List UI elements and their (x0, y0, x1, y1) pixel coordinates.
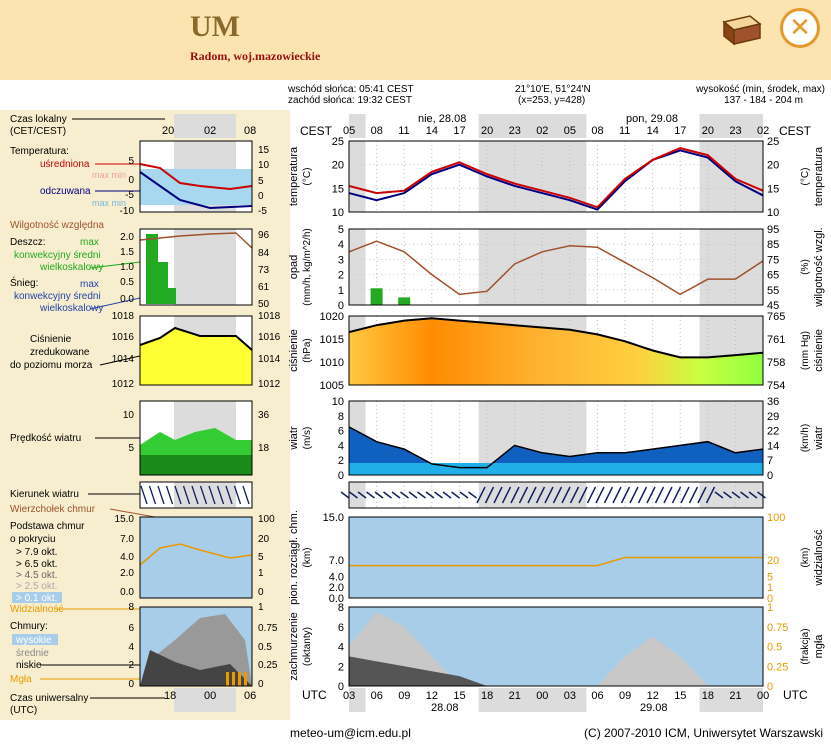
date2-label: 29.08 (640, 702, 668, 714)
utc-label-right: UTC (783, 688, 808, 702)
rain-bar (398, 297, 410, 305)
legend-time-local: Czas lokalny (10, 114, 67, 125)
small-y-tick-right: 1 (258, 602, 264, 613)
small-fog-bar (244, 672, 247, 686)
axis-title-left: pion. rozciągł. chm. (288, 510, 300, 605)
small-y-tick-right: 1018 (258, 311, 281, 322)
small-y-tick-right: 1016 (258, 332, 281, 343)
legend-snow-large: wielkoskalowy (40, 303, 104, 314)
small-y-tick-right: 36 (258, 410, 270, 421)
small-y-tick: 1014 (111, 354, 134, 365)
legend-temp-maxmin: max min (92, 170, 127, 180)
small-y-tick-right: 100 (258, 514, 275, 525)
legend-temp-maxmin-2: max min (92, 198, 127, 208)
legend-wind-speed: Prędkość wiatru (10, 433, 82, 444)
day1-label: nie, 28.08 (418, 113, 467, 125)
legend-okt-1: > 7.9 okt. (16, 547, 58, 558)
small-temp-range (140, 169, 252, 205)
small-y-tick: 1016 (111, 332, 134, 343)
axis-title-right-unit: (km/h) (800, 423, 811, 453)
legend-snow-conv: konwekcyjny średni (14, 291, 101, 302)
local-hour-label: 23 (508, 125, 521, 137)
small-y-tick: 0 (128, 175, 134, 186)
small-y-tick-right: 61 (258, 282, 270, 293)
small-rain-bar (146, 234, 158, 304)
legend-temp-perceived: odczuwana (40, 186, 91, 197)
y-tick-label: 15 (331, 183, 344, 196)
small-y-tick: 2.0 (120, 232, 134, 243)
local-hour-label: 20 (701, 125, 715, 137)
legend-fog: Mgła (10, 674, 32, 685)
y-tick-label-right: 0.75 (767, 621, 789, 634)
legend-okt-2: > 6.5 okt. (16, 559, 58, 570)
small-utc-hour: 18 (164, 690, 177, 702)
legend-clouds-low: niskie (16, 660, 42, 671)
y-tick-label-right: 85 (767, 239, 780, 252)
y-tick-label-right: 65 (767, 269, 780, 282)
y-tick-label-right: 55 (767, 284, 780, 297)
utc-hour-label: 15 (674, 690, 687, 702)
utc-hour-label: 18 (481, 690, 494, 702)
legend-utc-1: Czas uniwersalny (10, 693, 89, 704)
small-rain-bar (158, 262, 168, 304)
utc-hour-label: 12 (646, 690, 659, 702)
legend-snow-max: max (80, 279, 99, 290)
y-tick-label: 4 (337, 641, 344, 654)
small-y-tick: 7.0 (120, 534, 134, 545)
utc-hour-label: 00 (757, 690, 770, 702)
small-y-tick: 5 (128, 443, 134, 454)
local-hour-label: 14 (646, 125, 659, 137)
small-y-tick-right: 5 (258, 552, 264, 563)
y-tick-label-right: 754 (767, 380, 786, 392)
legend-pressure-3: do poziomu morza (10, 360, 93, 371)
axis-title-right: mgła (813, 634, 825, 659)
small-y-tick: 15.0 (114, 514, 134, 525)
axis-title-right: wilgotność wzgl. (813, 227, 825, 307)
y-tick-label: 10 (331, 207, 344, 219)
night-band (349, 141, 366, 212)
legend-pressure-1: Ciśnienie (30, 334, 72, 345)
legend-visibility: Widzialność (10, 604, 64, 615)
legend-rain-large: wielkoskalowy (40, 262, 104, 273)
small-y-tick-right: 20 (258, 534, 270, 545)
legend-utc-2: (UTC) (10, 705, 38, 716)
y-tick-label: 1020 (319, 311, 344, 323)
y-tick-label: 15.0 (322, 512, 344, 524)
date1-label: 28.08 (431, 702, 459, 714)
y-tick-label: 1015 (319, 334, 344, 346)
y-tick-label: 4 (337, 239, 344, 252)
y-tick-label: 8 (337, 602, 344, 614)
y-tick-label: 10 (331, 396, 344, 408)
small-y-tick-right: 0.25 (258, 660, 278, 671)
axis-title-left: zachmurzenie (288, 612, 300, 681)
small-y-tick-right: 0 (258, 679, 264, 690)
small-rain-bar (168, 288, 176, 304)
local-hour-label: 17 (674, 125, 687, 137)
small-y-tick-right: 0 (258, 191, 264, 202)
y-tick-label-right: 20 (767, 555, 780, 568)
legend-cloud-base-1: Podstawa chmur (10, 521, 85, 532)
small-local-hour: 08 (244, 125, 257, 137)
y-tick-label-right: 1 (767, 602, 774, 614)
utc-hour-label: 09 (619, 690, 632, 702)
y-tick-label: 0 (337, 300, 344, 312)
legend-cloud-base-2: o pokryciu (10, 534, 56, 545)
night-band (174, 482, 236, 508)
legend-cloud-top: Wierzchołek chmur (10, 504, 96, 515)
elevation-values: 137 - 184 - 204 m (724, 95, 803, 106)
y-tick-label: 1005 (319, 380, 344, 392)
legend-okt-3: > 4.5 okt. (16, 570, 58, 581)
utc-hour-label: 09 (398, 690, 411, 702)
night-band (174, 229, 236, 305)
y-tick-label: 7.0 (328, 555, 344, 568)
wind-calm-band (349, 463, 763, 475)
y-tick-label-right: 0 (767, 593, 774, 605)
axis-title-right: widzialność (813, 529, 825, 586)
small-panels (112, 114, 281, 712)
cest-label-left: CEST (300, 124, 333, 138)
y-tick-label: 4 (337, 440, 344, 453)
y-tick-label-right: 0.5 (767, 641, 783, 654)
local-hour-label: 05 (563, 125, 577, 137)
utc-hour-label: 12 (425, 690, 439, 702)
y-tick-label-right: 758 (767, 357, 786, 369)
small-y-tick: 1.5 (120, 247, 134, 258)
axis-title-left: temperatura (288, 146, 300, 207)
axis-title-left-unit: (mm/h, kg/m^2/h) (302, 228, 313, 306)
y-tick-label-right: 765 (767, 311, 786, 323)
utc-hour-label: 06 (591, 690, 604, 702)
footer (0, 720, 831, 751)
y-tick-label: 4.0 (328, 571, 344, 584)
legend-wind-dir: Kierunek wiatru (10, 489, 79, 500)
small-y-tick-right: 0.5 (258, 642, 272, 653)
small-y-tick: 0.5 (120, 277, 134, 288)
legend-pressure-2: zredukowane (30, 347, 90, 358)
small-y-tick-right: 0 (258, 587, 264, 598)
local-hour-label: 02 (757, 125, 770, 137)
small-y-tick-right: 84 (258, 248, 270, 259)
y-tick-label-right: 7 (767, 455, 774, 468)
legend-rain-conv: konwekcyjny średni (14, 250, 101, 261)
footer-copyright: (C) 2007-2010 ICM, Uniwersytet Warszawski (584, 726, 823, 740)
y-tick-label: 25 (331, 136, 344, 148)
y-tick-label: 6 (337, 621, 344, 634)
small-y-tick: 0 (128, 679, 134, 690)
axis-title-left-unit: (°C) (302, 167, 313, 186)
small-y-tick-right: 10 (258, 160, 270, 171)
legend-time-local-2: (CET/CEST) (10, 126, 67, 137)
y-tick-label: 1 (337, 284, 344, 297)
small-local-hour: 20 (162, 125, 175, 137)
small-y-tick-right: -5 (258, 206, 267, 217)
small-wind-band (140, 455, 252, 475)
y-tick-label: 3 (337, 254, 344, 267)
small-y-tick-right: 1 (258, 568, 264, 579)
axis-title-right: wiatr (813, 426, 825, 450)
y-tick-label-right: 100 (767, 512, 786, 524)
small-y-tick: 6 (128, 623, 134, 634)
local-hour-label: 02 (536, 125, 549, 137)
footer-email[interactable]: meteo-um@icm.edu.pl (290, 726, 411, 740)
sunset: zachód słońca: 19:32 CEST (288, 95, 412, 106)
y-tick-label-right: 22 (767, 425, 780, 438)
night-band (349, 229, 366, 305)
y-tick-label-right: 29 (767, 410, 780, 423)
axis-title-right: temperatura (813, 146, 825, 207)
small-y-tick: 1.0 (120, 262, 134, 273)
local-hour-label: 08 (591, 125, 604, 137)
y-tick-label: 5 (337, 224, 344, 236)
local-hour-label: 17 (453, 125, 466, 137)
legend-okt-4: > 2.5 okt. (16, 581, 58, 592)
utc-hour-label: 03 (563, 690, 577, 702)
y-tick-label-right: 5 (767, 571, 774, 584)
y-tick-label-right: 25 (767, 136, 780, 148)
y-tick-label-right: 10 (767, 207, 780, 219)
axis-title-right: ciśnienie (813, 329, 825, 372)
legend-temp-title: Temperatura: (10, 146, 69, 157)
cest-label-right: CEST (779, 124, 812, 138)
small-fog-bar (232, 672, 235, 686)
y-tick-label: 2.0 (328, 582, 344, 595)
small-y-tick: 2.0 (120, 568, 134, 579)
y-tick-label-right: 1 (767, 582, 774, 595)
y-tick-label: 2 (337, 661, 344, 674)
small-y-tick: 0.0 (120, 587, 134, 598)
legend-rain-max: max (80, 237, 99, 248)
day2-label: pon, 29.08 (626, 113, 678, 125)
legend-snow: Śnieg: (10, 278, 39, 289)
small-y-tick: 5 (128, 156, 134, 167)
small-y-tick: 4 (128, 642, 134, 653)
y-tick-label-right: 0 (767, 470, 774, 482)
local-hour-label: 23 (729, 125, 742, 137)
small-y-tick-right: 1014 (258, 354, 281, 365)
small-fog-bar (238, 672, 241, 686)
y-tick-label-right: 95 (767, 224, 780, 236)
rain-bar (371, 288, 383, 305)
small-local-hour: 02 (204, 125, 217, 137)
utc-hour-label: 21 (508, 690, 521, 702)
local-hour-label: 11 (619, 125, 631, 137)
axis-title-right-unit: (mm Hg) (800, 331, 811, 370)
y-tick-label-right: 761 (767, 334, 786, 346)
y-tick-label: 8 (337, 410, 344, 423)
y-tick-label: 2 (337, 455, 344, 468)
y-tick-label-right: 75 (767, 254, 780, 267)
utc-hour-label: 00 (536, 690, 549, 702)
small-y-tick-right: 5 (258, 176, 264, 187)
small-y-tick: -10 (119, 206, 134, 217)
small-y-tick: 0.0 (120, 294, 134, 305)
y-tick-label-right: 14 (767, 440, 780, 453)
small-y-tick-right: 96 (258, 230, 270, 241)
legend-clouds-mid: średnie (16, 648, 49, 659)
utc-hour-label: 06 (370, 690, 383, 702)
legend-humidity: Wilgotność względna (10, 220, 104, 231)
place-name: Radom, woj.mazowieckie (190, 49, 321, 63)
utc-hour-label: 18 (701, 690, 715, 702)
local-hour-label: 05 (343, 125, 356, 137)
legend-clouds-high: wysokie (16, 635, 52, 646)
small-y-tick-right: 15 (258, 145, 270, 156)
legend-clouds: Chmury: (10, 621, 48, 632)
y-tick-label-right: 45 (767, 300, 780, 312)
y-tick-label: 0.0 (328, 593, 344, 605)
utc-hour-label: 21 (729, 690, 742, 702)
small-y-tick: 1012 (111, 379, 134, 390)
axis-title-left-unit: (m/s) (302, 426, 313, 450)
wind-arrow (341, 492, 349, 498)
y-tick-label-right: 20 (767, 159, 780, 172)
axis-title-right-unit: (frakcja) (800, 628, 811, 665)
axis-title-left-unit: (hPa) (302, 338, 313, 363)
elevation-label: wysokość (min, środek, max) (696, 84, 825, 95)
utc-label-left: UTC (302, 688, 327, 702)
small-y-tick-right: 73 (258, 265, 270, 276)
y-tick-label: 6 (337, 425, 344, 438)
local-hour-label: 14 (425, 125, 439, 137)
y-tick-label-right: 0 (767, 681, 774, 693)
legend-temp-avg: uśredniona (40, 159, 90, 170)
axis-title-right-unit: (°C) (800, 167, 811, 186)
local-hour-label: 20 (481, 125, 494, 137)
axis-title-right-unit: (km) (800, 547, 811, 568)
small-y-tick: 8 (128, 602, 134, 613)
y-tick-label: 0 (337, 681, 344, 693)
y-tick-label-right: 15 (767, 183, 780, 196)
small-y-tick: -5 (125, 190, 134, 201)
axis-title-left-unit: (km) (302, 547, 313, 568)
small-fog-bar (226, 672, 229, 686)
legend-rain: Deszcz: (10, 237, 46, 248)
legend-okt-5: > 0.1 okt. (16, 593, 58, 604)
small-y-tick-right: 18 (258, 443, 270, 454)
close-icon[interactable]: ✕ (780, 8, 820, 48)
axis-title-left: ciśnienie (288, 329, 300, 372)
small-y-tick: 2 (128, 660, 134, 671)
coords: 21°10'E, 51°24'N (515, 84, 591, 95)
y-tick-label: 0 (337, 470, 344, 482)
utc-hour-label: 03 (343, 690, 356, 702)
local-hour-label: 08 (370, 125, 383, 137)
small-y-tick-right: 1012 (258, 379, 281, 390)
y-tick-label: 1010 (319, 357, 344, 369)
axis-title-left-unit: (oktanty) (302, 627, 313, 666)
small-utc-hour: 00 (204, 690, 217, 702)
y-tick-label: 20 (331, 159, 344, 172)
logo: UM (190, 10, 240, 43)
small-y-tick-right: 0.75 (258, 623, 278, 634)
y-tick-label-right: 36 (767, 396, 780, 408)
axis-title-left: opad (288, 254, 300, 280)
big-panels (288, 113, 825, 714)
small-y-tick: 10 (122, 410, 134, 421)
local-hour-label: 11 (398, 125, 410, 137)
y-tick-label: 2 (337, 269, 344, 282)
axis-title-right-unit: (%) (800, 259, 811, 275)
grid-coords: (x=253, y=428) (518, 95, 586, 106)
small-y-tick: 1018 (111, 311, 134, 322)
utc-hour-label: 15 (453, 690, 466, 702)
axis-title-left: wiatr (288, 426, 300, 450)
small-utc-hour: 06 (244, 690, 257, 702)
sunrise: wschód słońca: 05:41 CEST (288, 84, 414, 95)
small-y-tick-right: 50 (258, 299, 270, 310)
y-tick-label-right: 0.25 (767, 661, 789, 674)
small-y-tick: 4.0 (120, 552, 134, 563)
